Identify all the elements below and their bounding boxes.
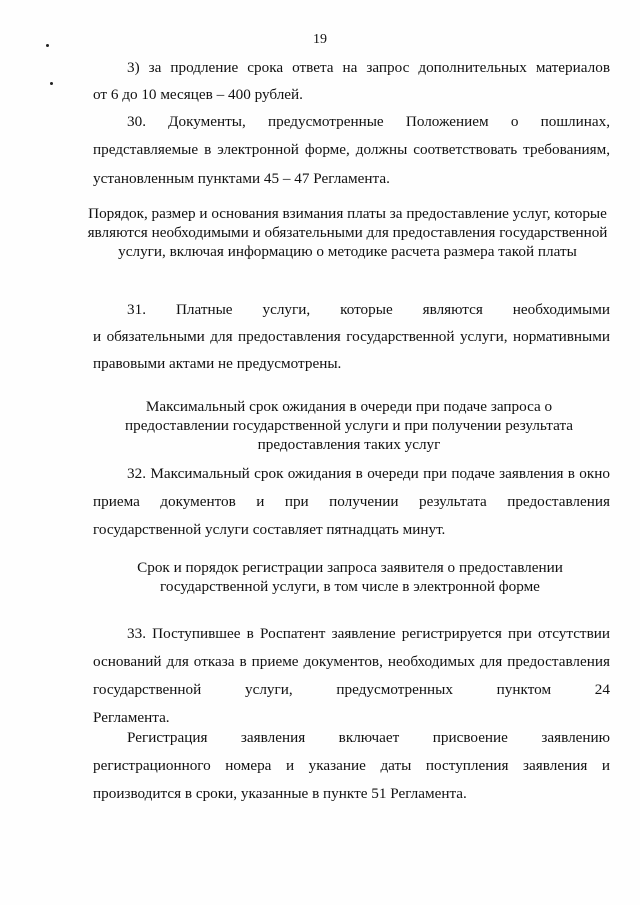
- item-3-line-2: от 6 до 10 месяцев – 400 рублей.: [93, 86, 303, 103]
- section-heading-fees: [85, 204, 610, 261]
- paragraph-33-line-3: государственной услуги, предусмотренных пунктом 24: [93, 681, 610, 698]
- page-number: 19: [313, 32, 327, 47]
- paragraph-31-body: и обязательными для предоставления государственной услуги, нормативными правовыми актами не предусмотрены.: [93, 328, 610, 372]
- paragraph-33-line-2: оснований для отказа в приеме документов, необходимых для предоставления: [93, 653, 610, 670]
- section-heading-registration: [130, 558, 570, 596]
- paragraph-31: [93, 296, 610, 377]
- paragraph-31-line-1: 31. Платные услуги, которые являются необходимыми: [127, 301, 610, 318]
- paragraph-30: [93, 108, 610, 193]
- heading-fees-text: Порядок, размер и основания взимания платы за предоставление услуг, которые являются необходимыми и обязательными для предоставления государственной услуги, включая информацию о методике расчета размера такой платы: [87, 205, 608, 260]
- paragraph-33-line-4: Регламента.: [93, 709, 170, 726]
- paragraph-32: [93, 460, 610, 544]
- item-3: [93, 54, 610, 108]
- paragraph-33: [93, 620, 610, 732]
- paragraph-30-body: представляемые в электронной форме, должны соответствовать требованиям, установленным пунктами 45 – 47 Регламента.: [93, 141, 610, 187]
- heading-registration-text: Срок и порядок регистрации запроса заявителя о предоставлении государственной услуги, в том числе в электронной форме: [137, 559, 563, 595]
- paragraph-33-line-1: 33. Поступившее в Роспатент заявление регистрируется при отсутствии: [127, 625, 610, 642]
- section-heading-queue: [110, 397, 588, 454]
- scan-mark: [46, 44, 49, 47]
- paragraph-33-registration-text: Регистрация заявления включает присвоение заявлению регистрационного номера и указание даты поступления заявления и производится в сроки, указанные в пункте 51 Регламента.: [93, 729, 610, 802]
- item-3-line-1: 3) за продление срока ответа на запрос дополнительных материалов: [127, 59, 610, 76]
- paragraph-33-registration: [93, 724, 610, 808]
- heading-queue-text: Максимальный срок ожидания в очереди при подаче запроса о предоставлении государственной услуги и при получении результата предоставления таких услуг: [124, 398, 574, 453]
- scan-mark: [50, 82, 53, 85]
- paragraph-32-text: 32. Максимальный срок ожидания в очереди при подаче заявления в окно приема документов и при получении результата предоставления государственной услуги составляет пятнадцать минут.: [93, 465, 610, 538]
- paragraph-30-line-1: 30. Документы, предусмотренные Положением о пошлинах,: [127, 113, 610, 130]
